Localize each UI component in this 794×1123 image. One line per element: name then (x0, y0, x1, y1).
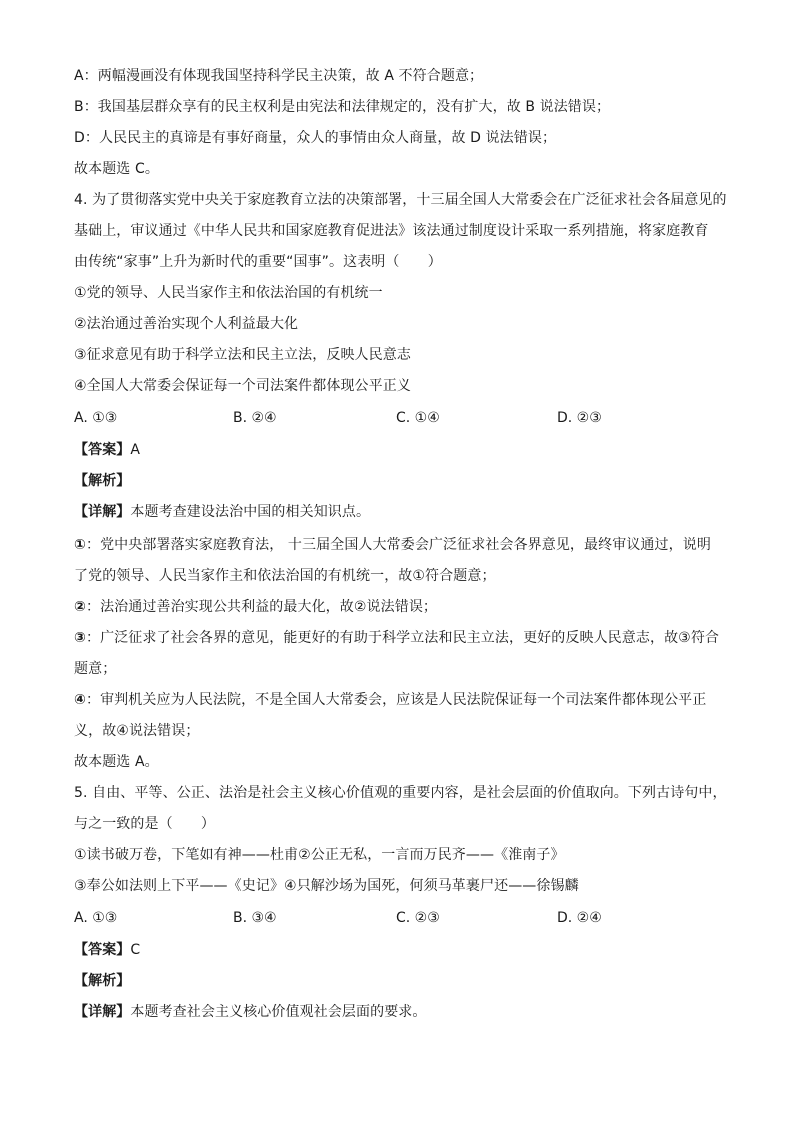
explain-text: ：广泛征求了社会各界的意见，能更好的有助于科学立法和民主立法，更好的反映人民意志，故③符合 (85, 630, 720, 646)
explain-text: 题意； (74, 661, 117, 677)
explain-line (74, 721, 199, 741)
question-4-option-d: D. ②③ (557, 410, 602, 426)
question-4-statement: ①党的领导、人民当家作主和依法治国的有机统一 (74, 285, 383, 301)
explain-text: 义，故④说法错误； (74, 723, 200, 739)
question-4-statement: ③征求意见有助于科学立法和民主立法，反映人民意志 (74, 347, 411, 363)
question-5-statement: ①读书破万卷，下笔如有神——杜甫②公正无私，一言而万民齐——《淮南子》 (74, 847, 565, 863)
question-4-stem: 由传统“家事”上升为新时代的重要“国事”。这表明（ ） (74, 254, 442, 270)
explain-line (74, 566, 496, 586)
question-4-stem: 4. 为了贯彻落实党中央关于家庭教育立法的决策部署，十三届全国人大常委会在广泛征求社会各届意见的 (74, 192, 727, 208)
text-line: 故本题选 C。 (74, 161, 159, 177)
question-4-option-c: C. ①④ (396, 410, 440, 426)
explain-text: ：党中央部署落实家庭教育法， 十三届全国人大常委会广泛征求社会各界意见，最终审议通过，说明 (85, 537, 711, 553)
question-5-stem: 与之一致的是（ ） (74, 816, 215, 832)
question-5-option-c: C. ②③ (396, 910, 440, 926)
explain-text: 了党的领导、人民当家作主和依法治国的有机统一，故①符合题意； (74, 568, 496, 584)
detail-text: 本题考查建设法治中国的相关知识点。 (130, 504, 371, 520)
explain-line (74, 535, 711, 555)
explain-line (74, 659, 116, 679)
explain-line (74, 597, 437, 617)
answer-tag: 【答案】 (74, 942, 131, 958)
explain-mark: ③ (74, 630, 86, 646)
question-4-stem: 基础上，审议通过《中华人民共和国家庭教育促进法》该法通过制度设计采取一系列措施，将家庭教育 (74, 223, 709, 239)
question-5-statement: ③奉公如法则上下平——《史记》④只解沙场为国死，何须马革裹尸还——徐锡麟 (74, 878, 579, 894)
explain-mark: ① (74, 537, 86, 553)
detail-tag: 【详解】 (74, 1004, 131, 1020)
question-4-detail (74, 502, 370, 522)
explain-line (74, 690, 706, 710)
explain-text: 故本题选 A。 (74, 754, 159, 770)
question-5-option-d: D. ②④ (557, 910, 602, 926)
explain-line (74, 752, 159, 772)
question-4-statement: ④全国人大常委会保证每一个司法案件都体现公平正义 (74, 378, 411, 394)
explain-text: ：法治通过善治实现公共利益的最大化，故②说法错误； (85, 599, 438, 615)
question-4-statement: ②法治通过善治实现个人利益最大化 (74, 316, 299, 332)
text-line: D：人民民主的真谛是有事好商量，众人的事情由众人商量，故 D 说法错误； (74, 130, 557, 146)
question-4-answer (74, 440, 140, 460)
question-5-option-a: A. ①③ (74, 910, 118, 926)
text-line: A：两幅漫画没有体现我国坚持科学民主决策，故 A 不符合题意； (74, 68, 484, 84)
explain-line (74, 628, 719, 648)
question-5-answer (74, 940, 140, 960)
answer-tag: 【答案】 (74, 442, 131, 458)
detail-text: 本题考查社会主义核心价值观社会层面的要求。 (130, 1004, 427, 1020)
answer-value: C (130, 942, 141, 958)
question-5-option-b: B. ③④ (233, 910, 277, 926)
question-4-option-a: A. ①③ (74, 410, 118, 426)
answer-value: A (130, 442, 141, 458)
question-4-option-b: B. ②④ (233, 410, 277, 426)
question-4-analysis-tag: 【解析】 (74, 473, 131, 489)
detail-tag: 【详解】 (74, 504, 131, 520)
question-5-analysis-tag: 【解析】 (74, 973, 131, 989)
explain-text: ：审判机关应为人民法院，不是全国人大常委会，应该是人民法院保证每一个司法案件都体现公平正 (85, 692, 707, 708)
explain-mark: ② (74, 599, 86, 615)
question-5-detail (74, 1002, 427, 1022)
text-line: B：我国基层群众享有的民主权利是由宪法和法律规定的，没有扩大，故 B 说法错误； (74, 99, 611, 115)
explain-mark: ④ (74, 692, 86, 708)
question-5-stem: 5. 自由、平等、公正、法治是社会主义核心价值观的重要内容，是社会层面的价值取向。下列古诗句中， (74, 785, 727, 801)
